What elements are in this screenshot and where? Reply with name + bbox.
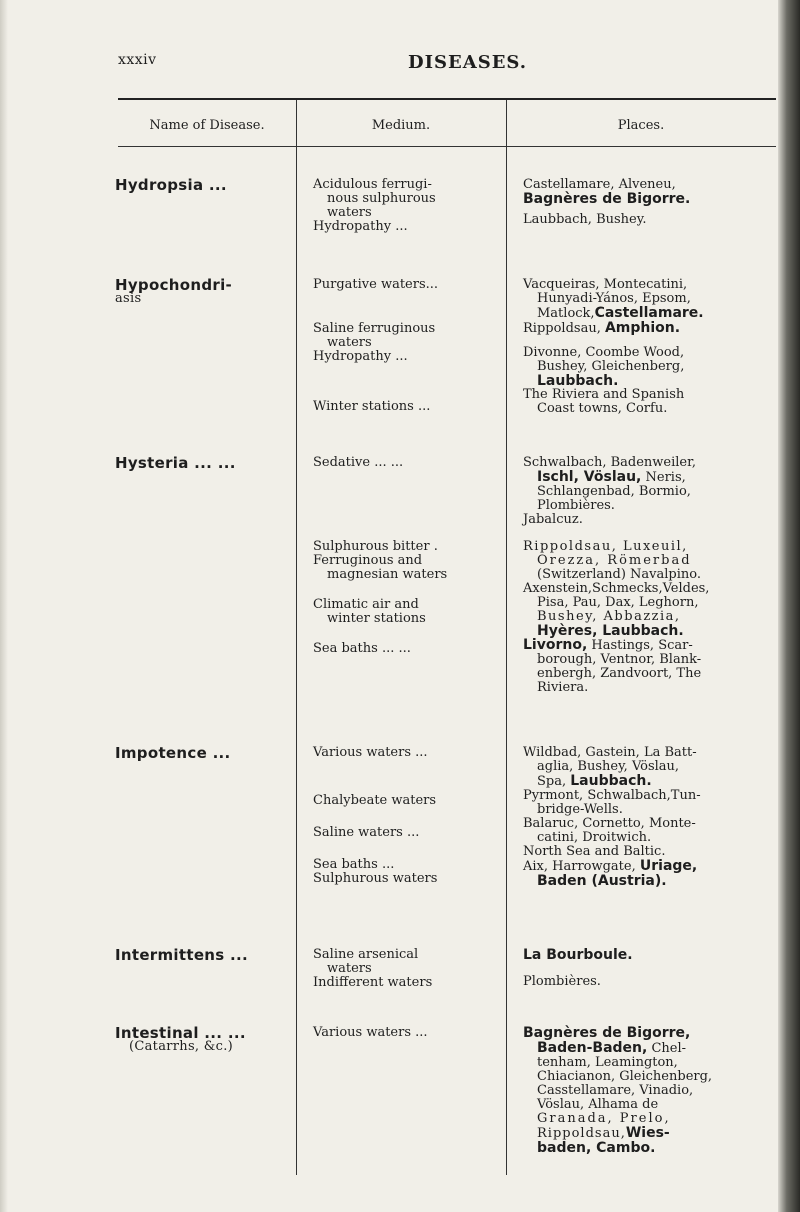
medium-intermittens xyxy=(313,948,493,990)
places-line: Riviera. xyxy=(537,680,589,695)
places-line: Vöslau, Alhama de xyxy=(537,1097,659,1112)
medium-impotence-4 xyxy=(313,858,493,886)
medium-line: Saline ferruginous xyxy=(313,321,436,336)
column-header-name: Name of Disease. xyxy=(149,118,265,133)
places-line: Aix, Harrowgate, xyxy=(523,859,636,874)
running-title: DISEASES. xyxy=(408,52,528,73)
places-line: enbergh, Zandvoort, The xyxy=(537,666,702,681)
medium-line: Hydropathy ... xyxy=(313,349,408,364)
disease-label: Hypochondri- xyxy=(115,276,233,294)
places-line: Granada, Prelo, xyxy=(537,1111,671,1126)
disease-intestinal xyxy=(115,1026,291,1054)
places-line: Rippoldsau, xyxy=(523,321,601,336)
medium-impotence: Various waters ... xyxy=(313,745,428,760)
medium-line: Ferruginous and xyxy=(313,553,423,568)
places-line: Coast towns, Corfu. xyxy=(537,401,668,416)
medium-line: waters xyxy=(327,335,372,350)
places-line: Plombières. xyxy=(523,974,601,989)
places-line: Spa, xyxy=(537,774,567,789)
places-line: Schwalbach, Badenweiler, xyxy=(523,455,697,470)
places-line: Casstellamare, Vinadio, xyxy=(537,1083,694,1098)
medium-line: winter stations xyxy=(327,611,426,626)
places-line-bold: baden, Cambo. xyxy=(537,1140,656,1156)
places-line: Laubbach, Bushey. xyxy=(523,212,647,227)
column-divider xyxy=(506,100,507,1175)
places-line: Balaruc, Cornetto, Monte- xyxy=(523,816,696,831)
medium-hypochondriasis xyxy=(313,278,493,292)
places-line: Neris, xyxy=(645,470,686,485)
medium-line: Hydropathy ... xyxy=(313,219,408,234)
table-header-row xyxy=(118,100,776,147)
places-hypochondriasis-2 xyxy=(523,346,781,416)
places-line-bold: Livorno, xyxy=(523,637,588,653)
medium-impotence-2: Chalybeate waters xyxy=(313,793,437,808)
medium-hysteria-4: Sea baths ... ... xyxy=(313,641,411,656)
medium-hypochondriasis-2 xyxy=(313,322,493,364)
places-line: Pyrmont, Schwalbach,Tun- xyxy=(523,788,701,803)
column-header-medium: Medium. xyxy=(371,118,431,133)
places-line: catini, Droitwich. xyxy=(537,830,652,845)
page-left-edge xyxy=(0,0,8,1212)
places-line: Castellamare, Alveneu, xyxy=(523,177,676,192)
places-line: Matlock, xyxy=(537,306,595,321)
places-line-bold: Baden (Austria). xyxy=(537,873,667,889)
page-right-edge xyxy=(778,0,800,1212)
places-line: borough, Ventnor, Blank- xyxy=(537,652,702,667)
places-line: Jabalcuz. xyxy=(523,512,583,527)
medium-intestinal: Various waters ... xyxy=(313,1025,428,1040)
disease-intermittens: Intermittens ... xyxy=(115,946,249,964)
places-line: Schlangenbad, Bormio, xyxy=(537,484,691,499)
places-line: Chel- xyxy=(651,1041,687,1056)
places-line-bold: Laubbach. xyxy=(570,773,652,789)
medium-hysteria-3 xyxy=(313,598,493,626)
places-line-bold: Laubbach. xyxy=(537,373,619,389)
disease-label: Intestinal ... ... xyxy=(115,1024,246,1042)
places-line: (Switzerland) Navalpino. xyxy=(537,567,702,582)
places-line-bold: Wies- xyxy=(625,1125,670,1141)
places-line-bold: Bagnères de Bigorre, xyxy=(523,1025,691,1041)
medium-line: Climatic air and xyxy=(313,597,419,612)
places-line: Orezza, Römerbad xyxy=(537,553,692,568)
medium-hysteria-2 xyxy=(313,540,493,582)
disease-hysteria: Hysteria ... ... xyxy=(115,454,236,472)
places-line-bold: La Bourboule. xyxy=(523,947,633,963)
places-line: Rippoldsau, Luxeuil, xyxy=(523,539,688,554)
places-line: bridge-Wells. xyxy=(537,802,623,817)
diseases-table xyxy=(115,98,776,1175)
places-impotence xyxy=(523,746,781,888)
places-line: Vacqueiras, Montecatini, xyxy=(523,277,688,292)
places-line-bold: Baden-Baden, xyxy=(537,1040,648,1056)
medium-line: nous sulphurous xyxy=(327,191,436,206)
page-number: xxxiv xyxy=(118,52,157,68)
places-line: Wildbad, Gastein, La Batt- xyxy=(523,745,697,760)
places-hysteria xyxy=(523,456,781,527)
places-line-bold: Amphion. xyxy=(604,320,681,336)
medium-hydropsia xyxy=(313,178,493,234)
column-header-places: Places. xyxy=(617,118,665,133)
medium-hysteria: Sedative ... ... xyxy=(313,455,404,470)
places-line: Axenstein,Schmecks,Veldes, xyxy=(523,581,710,596)
disease-hypochondriasis xyxy=(115,278,291,306)
places-line: tenham, Leamington, xyxy=(537,1055,678,1070)
places-line: Hunyadi-Yános, Epsom, xyxy=(537,291,691,306)
column-divider xyxy=(296,100,297,1175)
medium-line: waters xyxy=(327,205,372,220)
places-hypochondriasis xyxy=(523,278,781,336)
medium-hypochondriasis-3: Winter stations ... xyxy=(313,399,431,414)
places-line-bold: Hyères, Laubbach. xyxy=(537,623,684,639)
disease-impotence: Impotence ... xyxy=(115,744,231,762)
places-line-bold: Castellamare. xyxy=(594,305,704,321)
places-hysteria-2 xyxy=(523,540,781,695)
medium-line: Sulphurous waters xyxy=(313,871,438,886)
places-intermittens xyxy=(523,948,781,989)
places-line: North Sea and Baltic. xyxy=(523,844,666,859)
medium-line: Purgative waters... xyxy=(313,277,439,292)
places-hydropsia xyxy=(523,178,781,227)
medium-line: Acidulous ferrugi- xyxy=(313,177,432,192)
places-line: Bushey, Abbazzia, xyxy=(537,609,681,624)
places-line: Chiacianon, Gleichenberg, xyxy=(537,1069,713,1084)
medium-line: Saline arsenical xyxy=(313,947,419,962)
disease-label-cont: asis xyxy=(115,291,142,306)
places-line-bold: Uriage, xyxy=(639,858,698,874)
places-line: Divonne, Coombe Wood, xyxy=(523,345,685,360)
places-line: Pisa, Pau, Dax, Leghorn, xyxy=(537,595,699,610)
places-line: The Riviera and Spanish xyxy=(523,387,685,402)
disease-hydropsia: Hydropsia ... xyxy=(115,176,227,194)
places-line: Hastings, Scar- xyxy=(591,638,693,653)
disease-sublabel: (Catarrhs, &c.) xyxy=(129,1039,234,1054)
places-intestinal xyxy=(523,1026,781,1155)
places-line: Plombières. xyxy=(537,498,615,513)
medium-line: Indifferent waters xyxy=(313,975,433,990)
page-header xyxy=(118,52,678,76)
places-line-bold: Bagnères de Bigorre. xyxy=(523,191,691,207)
places-line-bold: Ischl, Vöslau, xyxy=(537,469,642,485)
places-line: Bushey, Gleichenberg, xyxy=(537,359,685,374)
medium-line: Sulphurous bitter . xyxy=(313,539,438,554)
medium-line: Sea baths ... xyxy=(313,857,395,872)
medium-impotence-3: Saline waters ... xyxy=(313,825,420,840)
places-line: Rippoldsau, xyxy=(537,1126,626,1141)
places-line: aglia, Bushey, Vöslau, xyxy=(537,759,680,774)
medium-line: waters xyxy=(327,961,372,976)
medium-line: magnesian waters xyxy=(327,567,448,582)
